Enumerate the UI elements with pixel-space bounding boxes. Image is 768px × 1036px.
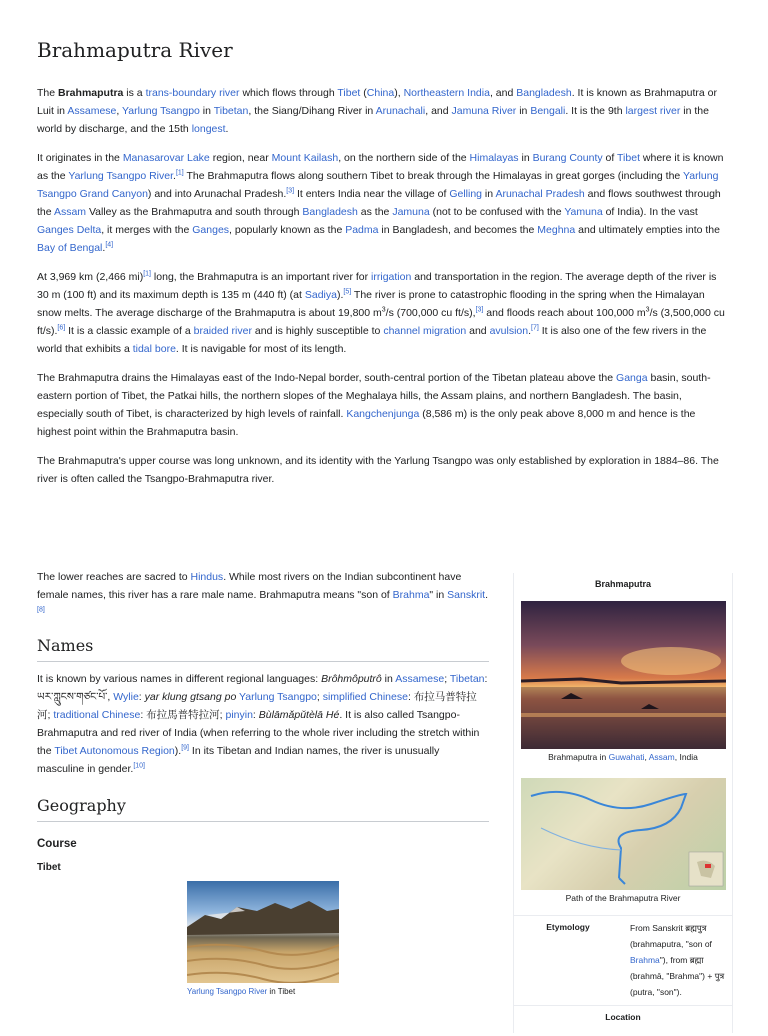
subsection-heading-course: Course bbox=[37, 838, 77, 850]
link-yamuna[interactable]: Yamuna bbox=[564, 206, 603, 218]
citation-link[interactable]: [3] bbox=[286, 187, 295, 195]
link-trans-boundary-river[interactable]: trans-boundary river bbox=[145, 87, 240, 99]
link-pinyin[interactable]: pinyin bbox=[225, 709, 253, 721]
paragraph-length: At 3,969 km (2,466 mi)[1] long, the Brahmaputra is an important river for irrigation and transportation in the region. The average depth of the river is 30 m (100 ft) and its maximum depth is 135 m (440 ft) (at Sadiya).[5] The river is prone to catastrophic flooding in the spring when the Himalayan snow melts. The average discharge of the Brahmaputra is about 19,800 $m^3/s$ (700,000 cu ft/s),[3] and floods reach about 100,000 $m^3/s$ (3,500,000 cu ft/s).[6] It is a classic example of a braided river and is highly susceptible to channel migration and avulsion.[7] It is also one of the few rivers in the world that exhibits a tidal bore. It is navigable for most of its length. bbox=[37, 270, 725, 355]
section-heading-geography: Geography bbox=[37, 796, 489, 822]
citation-link[interactable]: [7] bbox=[531, 324, 539, 332]
link-grand-canyon[interactable]: Yarlung Tsangpo Grand Canyon bbox=[37, 170, 719, 200]
link-meghna[interactable]: Meghna bbox=[537, 224, 576, 236]
citation-link[interactable]: [1] bbox=[143, 270, 152, 278]
link-bangladesh[interactable]: Bangladesh bbox=[516, 87, 572, 99]
paragraph-names: It is known by various names in different regional languages: Brôhmôputrô in Assamese; Tibetan: ཡར་ཀླུངས་གཙང་པོ་, Wylie: yar klung gtsang po Yarlung Tsangpo; simplified Chinese: 布拉马普特拉河; traditional Chinese: 布拉馬普特拉河; pinyin: Bùlāmǎpǔtèlā Hé. It is also called Tsangpo-Brahmaputra and red river of India (when referring to the whole river including the stretch within the Tibet Autonomous Region).[9] In its Tibetan and Indian names, the river is unusually masculine in gender.[10] bbox=[37, 673, 488, 775]
superscript: 3 bbox=[381, 306, 386, 314]
link-jamuna-river[interactable]: Jamuna River bbox=[451, 105, 517, 117]
infobox-label-location: Location bbox=[605, 1012, 641, 1022]
link-jamuna[interactable]: Jamuna bbox=[392, 206, 430, 218]
link-arunachal-pradesh[interactable]: Arunachal Pradesh bbox=[495, 188, 585, 200]
infobox-value-etymology: From Sanskrit ब्रह्मपुत्र (brahmaputra, "son of Brahma"), from ब्रह्मा (brahmā, "Brahma") + पुत्र (putra, "son"). bbox=[630, 923, 725, 997]
link-gelling[interactable]: Gelling bbox=[449, 188, 482, 200]
link-largest-river[interactable]: largest river bbox=[625, 105, 681, 117]
infobox-photo-guwahati[interactable] bbox=[521, 601, 726, 749]
citation-link[interactable]: [4] bbox=[105, 241, 114, 249]
infobox-caption-photo: Brahmaputra in Guwahati, Assam, India bbox=[548, 752, 698, 762]
citation-link[interactable]: [9] bbox=[181, 744, 189, 752]
link-himalayas[interactable]: Himalayas bbox=[469, 152, 519, 164]
page-title: Brahmaputra River bbox=[37, 38, 233, 62]
link-sadiya[interactable]: Sadiya bbox=[304, 289, 337, 301]
link-kangchenjunga[interactable]: Kangchenjunga bbox=[346, 408, 420, 420]
link-padma[interactable]: Padma bbox=[345, 224, 379, 236]
link-assamese-2[interactable]: Assamese bbox=[395, 673, 445, 685]
infobox-caption-map: Path of the Brahmaputra River bbox=[565, 893, 681, 903]
infobox-map[interactable] bbox=[521, 778, 726, 890]
link-arunachali[interactable]: Arunachali bbox=[375, 105, 426, 117]
tibet-figure-caption: Yarlung Tsangpo River in Tibet bbox=[187, 987, 296, 996]
link-tibet-2[interactable]: Tibet bbox=[617, 152, 640, 164]
link-ganges[interactable]: Ganges bbox=[192, 224, 230, 236]
link-braided-river[interactable]: braided river bbox=[193, 325, 252, 337]
citation-link[interactable]: [6] bbox=[57, 324, 66, 332]
link-tibet-autonomous-region[interactable]: Tibet Autonomous Region bbox=[54, 745, 175, 757]
infobox-title: Brahmaputra bbox=[594, 579, 651, 589]
citation-link[interactable]: [5] bbox=[343, 288, 352, 296]
link-yarlung-tsangpo-river[interactable]: Yarlung Tsangpo River bbox=[68, 170, 174, 182]
link-mount-kailash[interactable]: Mount Kailash bbox=[271, 152, 339, 164]
citation-link[interactable]: [8] bbox=[37, 606, 45, 614]
link-manasarovar-lake[interactable]: Manasarovar Lake bbox=[122, 152, 210, 164]
link-brahma[interactable]: Brahma bbox=[392, 589, 430, 601]
tibet-figure bbox=[187, 881, 339, 996]
link-wylie[interactable]: Wylie bbox=[113, 691, 139, 703]
link-china[interactable]: China bbox=[366, 87, 395, 99]
link-longest[interactable]: longest bbox=[191, 123, 226, 135]
tibet-river-image[interactable] bbox=[187, 881, 339, 983]
link-assamese[interactable]: Assamese bbox=[67, 105, 117, 117]
link-channel-migration[interactable]: channel migration bbox=[383, 325, 467, 337]
subsection-heading-tibet: Tibet bbox=[37, 862, 61, 873]
link-bengali[interactable]: Bengali bbox=[530, 105, 566, 117]
paragraph-intro: The Brahmaputra is a trans-boundary river which flows through Tibet (China), Northeastern India, and Bangladesh. It is known as Brahmaputra or Luit in Assamese, Yarlung Tsangpo in Tibetan, the Siang/Dihang River in Arunachali, and Jamuna River in Bengali. It is the 9th largest river in the world by discharge, and the 15th longest. bbox=[37, 87, 718, 135]
citation-link[interactable]: [10] bbox=[133, 762, 145, 770]
link-brahma-infobox[interactable]: Brahma bbox=[630, 955, 660, 965]
citation-link[interactable]: [1] bbox=[175, 169, 184, 177]
infobox-label-etymology: Etymology bbox=[546, 922, 590, 932]
citation-link[interactable]: [3] bbox=[475, 306, 484, 314]
link-tidal-bore[interactable]: tidal bore bbox=[132, 343, 176, 355]
main-column bbox=[37, 568, 489, 996]
link-ganga[interactable]: Ganga bbox=[616, 372, 648, 384]
infobox bbox=[513, 573, 733, 1033]
link-guwahati[interactable]: Guwahati bbox=[608, 752, 645, 762]
infobox-row-etymology bbox=[514, 915, 732, 1006]
link-yarlung-tsangpo[interactable]: Yarlung Tsangpo bbox=[122, 105, 200, 117]
paragraph-upper-course: The Brahmaputra's upper course was long unknown, and its identity with the Yarlung Tsangpo was only established by exploration in 1884–86. The river is often called the Tsangpo-Brahmaputra river. bbox=[37, 455, 719, 485]
paragraph-origin: It originates in the Manasarovar Lake region, near Mount Kailash, on the northern side of the Himalayas in Burang County of Tibet where it is known as the Yarlung Tsangpo River.[1] The Brahmaputra flows along southern Tibet to break through the Himalayas in great gorges (including the Yarlung Tsangpo Grand Canyon) and into Arunachal Pradesh.[3] It enters India near the village of Gelling in Arunachal Pradesh and flows southwest through the Assam Valley as the Brahmaputra and south through Bangladesh as the Jamuna (not to be confused with the Yamuna of India). In the vast Ganges Delta, it merges with the Ganges, popularly known as the Padma in Bangladesh, and becomes the Meghna and ultimately empties into the Bay of Bengal.[4] bbox=[37, 152, 724, 254]
link-assam[interactable]: Assam bbox=[53, 206, 87, 218]
link-yarlung-tsangpo-2[interactable]: Yarlung Tsangpo bbox=[239, 691, 317, 703]
paragraph-basin: The Brahmaputra drains the Himalayas east of the Indo-Nepal border, south-central portion of the Tibetan plateau above the Ganga basin, south-eastern portion of Tibet, the Patkai hills, the northern slopes of the Meghalaya hills, the Assam plains, and northern Bangladesh. The basin, especially south of Tibet, is characterized by high levels of rainfall. Kangchenjunga (8,586 m) is the only peak above 8,000 m and hence is the highest point within the Brahmaputra basin. bbox=[37, 372, 711, 438]
article-lead bbox=[37, 84, 727, 499]
link-tibetan-2[interactable]: Tibetan bbox=[449, 673, 485, 685]
link-burang-county[interactable]: Burang County bbox=[532, 152, 603, 164]
link-hindus[interactable]: Hindus bbox=[190, 571, 224, 583]
infobox-row-location bbox=[514, 1005, 732, 1036]
link-tibetan[interactable]: Tibetan bbox=[213, 105, 249, 117]
link-yarlung-tsangpo-river-caption[interactable]: Yarlung Tsangpo River bbox=[187, 987, 268, 996]
link-bangladesh-2[interactable]: Bangladesh bbox=[302, 206, 358, 218]
link-simplified-chinese[interactable]: simplified Chinese bbox=[322, 691, 408, 703]
link-ganges-delta[interactable]: Ganges Delta bbox=[37, 224, 102, 236]
link-assam-infobox[interactable]: Assam bbox=[648, 752, 675, 762]
superscript: 3 bbox=[645, 306, 650, 314]
link-avulsion[interactable]: avulsion bbox=[489, 325, 529, 337]
link-irrigation[interactable]: irrigation bbox=[371, 271, 412, 283]
link-sanskrit[interactable]: Sanskrit bbox=[447, 589, 486, 601]
link-northeastern-india[interactable]: Northeastern India bbox=[403, 87, 490, 99]
link-tibet[interactable]: Tibet bbox=[337, 87, 361, 99]
paragraph-sacred: The lower reaches are sacred to Hindus. While most rivers on the Indian subcontinent have female names, this river has a rare male name. Brahmaputra means "son of Brahma" in Sanskrit.[8] bbox=[37, 571, 488, 614]
section-heading-names: Names bbox=[37, 636, 489, 662]
link-traditional-chinese[interactable]: traditional Chinese bbox=[53, 709, 141, 721]
link-bay-of-bengal[interactable]: Bay of Bengal bbox=[37, 242, 103, 254]
